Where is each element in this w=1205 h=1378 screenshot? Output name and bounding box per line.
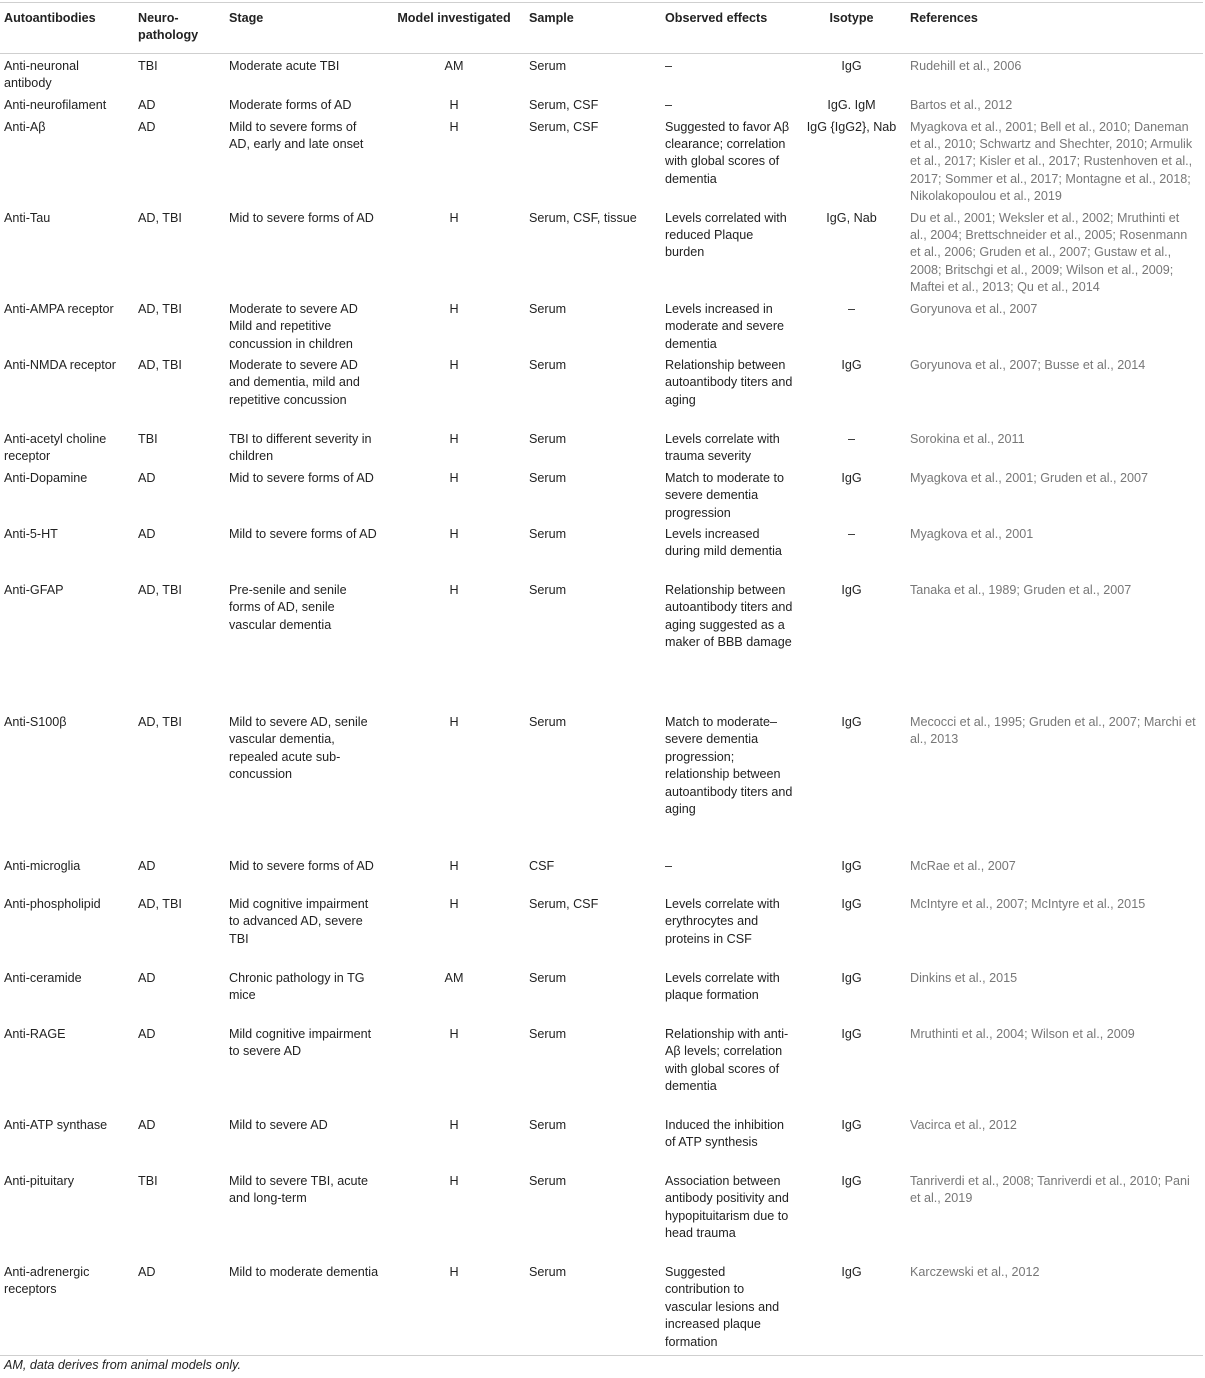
cell-effects: Levels correlate with plaque formation [665, 970, 780, 1003]
cell-isotype: – [847, 301, 855, 316]
cell-effects: Relationship between autoantibody titers and aging [665, 357, 793, 407]
cell-sample: Serum, CSF [529, 896, 599, 911]
cell-isotype: IgG [841, 357, 862, 372]
cell-isotype: IgG [841, 714, 862, 729]
cell-effects: Suggested to favor Aβ clearance; correlation with global scores of dementia [665, 119, 790, 186]
header-effects: Observed effects [665, 11, 768, 25]
cell-stage: Mid to severe forms of AD [229, 470, 374, 485]
cell-references: Goryunova et al., 2007; Busse et al., 2014 [910, 357, 1146, 372]
cell-references: Myagkova et al., 2001; Gruden et al., 2007 [910, 470, 1149, 485]
cell-sample: CSF [529, 858, 555, 873]
cell-effects: Suggested contribution to vascular lesions and increased plaque formation [665, 1264, 780, 1349]
cell-autoantibody: Anti-AMPA receptor [4, 301, 114, 316]
cell-model: H [449, 301, 459, 316]
cell-autoantibody: Anti-neuronal antibody [4, 58, 79, 91]
cell-autoantibody: Anti-acetyl choline receptor [4, 431, 107, 464]
cell-effects: – [665, 858, 673, 873]
cell-stage: Moderate acute TBI [229, 58, 340, 73]
table-header [0, 3, 1203, 54]
cell-stage: Mild to severe AD, senile vascular dementia, repealed acute sub-concussion [229, 714, 368, 782]
cell-neuropathology: AD, TBI [138, 301, 182, 316]
cell-sample: Serum [529, 1173, 567, 1188]
cell-references: Myagkova et al., 2001; Bell et al., 2010; Daneman et al., 2010; Schwartz and Shechter, 2010; Armulik et al., 2017; Kisler et al., 2017; Rustenhoven et al., 2017; Sommer et al., 2017; Montagne et al., 2018; Nikolakopoulou et al., 2019 [910, 119, 1193, 204]
cell-neuropathology: AD [138, 1026, 156, 1041]
cell-isotype: IgG [841, 582, 862, 597]
cell-effects: Match to moderate to severe dementia progression [665, 470, 785, 520]
table-body [0, 53, 1203, 1355]
cell-neuropathology: AD [138, 858, 156, 873]
table-row [0, 353, 1203, 427]
cell-neuropathology: TBI [138, 58, 158, 73]
cell-neuropathology: AD, TBI [138, 896, 182, 911]
table-row [0, 93, 1203, 115]
cell-isotype: IgG [841, 1173, 862, 1188]
cell-isotype: IgG [841, 1117, 862, 1132]
cell-references: Dinkins et al., 2015 [910, 970, 1018, 985]
cell-isotype: IgG, Nab [826, 210, 877, 225]
cell-neuropathology: AD [138, 1264, 156, 1279]
cell-stage: Mild to severe AD [229, 1117, 328, 1132]
cell-stage: Mid to severe forms of AD [229, 858, 374, 873]
header-autoantibodies: Autoantibodies [4, 11, 96, 25]
cell-isotype: – [847, 526, 855, 541]
autoantibody-table [0, 2, 1203, 1356]
cell-model: H [449, 470, 459, 485]
cell-effects: – [665, 97, 673, 112]
table-row [0, 892, 1203, 966]
cell-isotype: IgG [841, 1026, 862, 1041]
cell-isotype: IgG [841, 970, 862, 985]
cell-references: Karczewski et al., 2012 [910, 1264, 1040, 1279]
cell-autoantibody: Anti-Dopamine [4, 470, 88, 485]
cell-stage: Mid to severe forms of AD [229, 210, 374, 225]
cell-references: Du et al., 2001; Weksler et al., 2002; Mruthinti et al., 2004; Brettschneider et al., 2005; Rosenmann et al., 2006; Gruden et al., 2007; Gustaw et al., 2008; Britschgi et al., 2009; Wilson et al., 2009; Maftei et al., 2013; Qu et al., 2014 [910, 210, 1188, 295]
table-row [0, 115, 1203, 206]
cell-model: H [449, 526, 459, 541]
cell-effects: Induced the inhibition of ATP synthesis [665, 1117, 785, 1150]
cell-autoantibody: Anti-Tau [4, 210, 51, 225]
table-row [0, 578, 1203, 710]
header-model: Model investigated [397, 11, 511, 25]
cell-model: H [449, 896, 459, 911]
cell-model: AM [444, 970, 464, 985]
cell-model: H [449, 714, 459, 729]
cell-effects: Levels correlate with trauma severity [665, 431, 780, 464]
cell-sample: Serum, CSF [529, 119, 599, 134]
cell-references: McIntyre et al., 2007; McIntyre et al., 2015 [910, 896, 1146, 911]
cell-sample: Serum [529, 58, 567, 73]
cell-model: H [449, 119, 459, 134]
table-row [0, 522, 1203, 578]
cell-model: H [449, 1173, 459, 1188]
header-row [0, 3, 1203, 54]
cell-isotype: IgG. IgM [827, 97, 876, 112]
cell-effects: Relationship between autoantibody titers and aging suggested as a maker of BBB damage [665, 582, 793, 650]
cell-sample: Serum [529, 470, 567, 485]
cell-neuropathology: AD [138, 470, 156, 485]
table-row [0, 1113, 1203, 1169]
cell-sample: Serum [529, 431, 567, 446]
table-row [0, 466, 1203, 522]
cell-sample: Serum [529, 970, 567, 985]
cell-sample: Serum [529, 582, 567, 597]
cell-isotype: IgG [841, 896, 862, 911]
cell-autoantibody: Anti-NMDA receptor [4, 357, 116, 372]
cell-stage: Mild to severe TBI, acute and long-term [229, 1173, 369, 1206]
cell-isotype: IgG [841, 858, 862, 873]
cell-effects: Levels increased in moderate and severe dementia [665, 301, 785, 351]
cell-references: McRae et al., 2007 [910, 858, 1016, 873]
cell-sample: Serum [529, 714, 567, 729]
cell-autoantibody: Anti-ceramide [4, 970, 82, 985]
cell-sample: Serum [529, 1264, 567, 1279]
cell-autoantibody: Anti-GFAP [4, 582, 64, 597]
cell-autoantibody: Anti-5-HT [4, 526, 58, 541]
cell-model: H [449, 1117, 459, 1132]
cell-isotype: IgG {IgG2}, Nab [806, 119, 897, 134]
cell-effects: Match to moderate–severe dementia progression; relationship between autoantibody titers and aging [665, 714, 793, 816]
table-row [0, 854, 1203, 892]
cell-neuropathology: AD [138, 970, 156, 985]
cell-references: Bartos et al., 2012 [910, 97, 1013, 112]
table-footnote: AM, data derives from animal models only. [4, 1358, 242, 1372]
cell-autoantibody: Anti-Aβ [4, 119, 46, 134]
cell-neuropathology: AD, TBI [138, 582, 182, 597]
cell-references: Sorokina et al., 2011 [910, 431, 1025, 446]
cell-model: H [449, 582, 459, 597]
cell-neuropathology: TBI [138, 431, 158, 446]
cell-autoantibody: Anti-neurofilament [4, 97, 107, 112]
cell-isotype: IgG [841, 1264, 862, 1279]
cell-references: Goryunova et al., 2007 [910, 301, 1038, 316]
cell-stage: Mild to severe forms of AD, early and late onset [229, 119, 364, 152]
header-stage: Stage [229, 11, 264, 25]
table-row [0, 966, 1203, 1022]
cell-stage: TBI to different severity in children [229, 431, 372, 464]
cell-sample: Serum [529, 526, 567, 541]
cell-autoantibody: Anti-RAGE [4, 1026, 66, 1041]
cell-autoantibody: Anti-ATP synthase [4, 1117, 108, 1132]
cell-stage: Mid cognitive impairment to advanced AD, severe TBI [229, 896, 369, 946]
cell-stage: Moderate forms of AD [229, 97, 352, 112]
cell-stage: Moderate to severe AD Mild and repetitive concussion in children [229, 301, 358, 351]
cell-stage: Mild to severe forms of AD [229, 526, 377, 541]
cell-references: Tanaka et al., 1989; Gruden et al., 2007 [910, 582, 1132, 597]
cell-stage: Mild to moderate dementia [229, 1264, 379, 1279]
table-row [0, 297, 1203, 353]
cell-neuropathology: AD, TBI [138, 714, 182, 729]
cell-isotype: – [847, 431, 855, 446]
header-sample: Sample [529, 11, 574, 25]
cell-autoantibody: Anti-adrenergic receptors [4, 1264, 90, 1297]
cell-references: Mruthinti et al., 2004; Wilson et al., 2009 [910, 1026, 1135, 1041]
table-row [0, 1169, 1203, 1260]
header-neuropathology: Neuro-pathology [138, 11, 199, 43]
table-row [0, 427, 1203, 466]
cell-model: H [449, 1264, 459, 1279]
cell-references: Rudehill et al., 2006 [910, 58, 1022, 73]
cell-neuropathology: TBI [138, 1173, 158, 1188]
cell-stage: Pre-senile and senile forms of AD, senile vascular dementia [229, 582, 347, 632]
cell-references: Tanriverdi et al., 2008; Tanriverdi et al., 2010; Pani et al., 2019 [910, 1173, 1190, 1206]
cell-effects: Levels correlated with reduced Plaque burden [665, 210, 787, 260]
cell-model: H [449, 858, 459, 873]
cell-stage: Moderate to severe AD and dementia, mild and repetitive concussion [229, 357, 360, 407]
cell-autoantibody: Anti-phospholipid [4, 896, 101, 911]
cell-effects: – [665, 58, 673, 73]
cell-sample: Serum, CSF [529, 97, 599, 112]
cell-model: H [449, 97, 459, 112]
header-isotype: Isotype [829, 11, 874, 25]
cell-references: Mecocci et al., 1995; Gruden et al., 2007; Marchi et al., 2013 [910, 714, 1196, 747]
cell-model: H [449, 431, 459, 446]
cell-effects: Levels increased during mild dementia [665, 526, 782, 559]
cell-sample: Serum, CSF, tissue [529, 210, 637, 225]
cell-references: Vacirca et al., 2012 [910, 1117, 1017, 1132]
cell-model: AM [444, 58, 464, 73]
cell-isotype: IgG [841, 470, 862, 485]
cell-isotype: IgG [841, 58, 862, 73]
cell-neuropathology: AD, TBI [138, 210, 182, 225]
cell-stage: Chronic pathology in TG mice [229, 970, 365, 1003]
table-row [0, 53, 1203, 92]
cell-model: H [449, 357, 459, 372]
cell-neuropathology: AD [138, 119, 156, 134]
cell-stage: Mild cognitive impairment to severe AD [229, 1026, 372, 1059]
cell-neuropathology: AD [138, 1117, 156, 1132]
cell-sample: Serum [529, 301, 567, 316]
cell-effects: Relationship with anti-Aβ levels; correlation with global scores of dementia [665, 1026, 789, 1094]
table-row [0, 1022, 1203, 1113]
cell-model: H [449, 1026, 459, 1041]
cell-sample: Serum [529, 357, 567, 372]
cell-effects: Levels correlate with erythrocytes and proteins in CSF [665, 896, 780, 946]
header-references: References [910, 11, 978, 25]
cell-neuropathology: AD [138, 526, 156, 541]
cell-references: Myagkova et al., 2001 [910, 526, 1034, 541]
cell-sample: Serum [529, 1026, 567, 1041]
cell-neuropathology: AD [138, 97, 156, 112]
cell-effects: Association between antibody positivity and hypopituitarism due to head trauma [665, 1173, 789, 1241]
cell-autoantibody: Anti-S100β [4, 714, 67, 729]
table-row [0, 710, 1203, 854]
cell-sample: Serum [529, 1117, 567, 1132]
table-row [0, 1260, 1203, 1356]
cell-model: H [449, 210, 459, 225]
cell-autoantibody: Anti-pituitary [4, 1173, 74, 1188]
cell-autoantibody: Anti-microglia [4, 858, 81, 873]
table-row [0, 206, 1203, 297]
cell-neuropathology: AD, TBI [138, 357, 182, 372]
